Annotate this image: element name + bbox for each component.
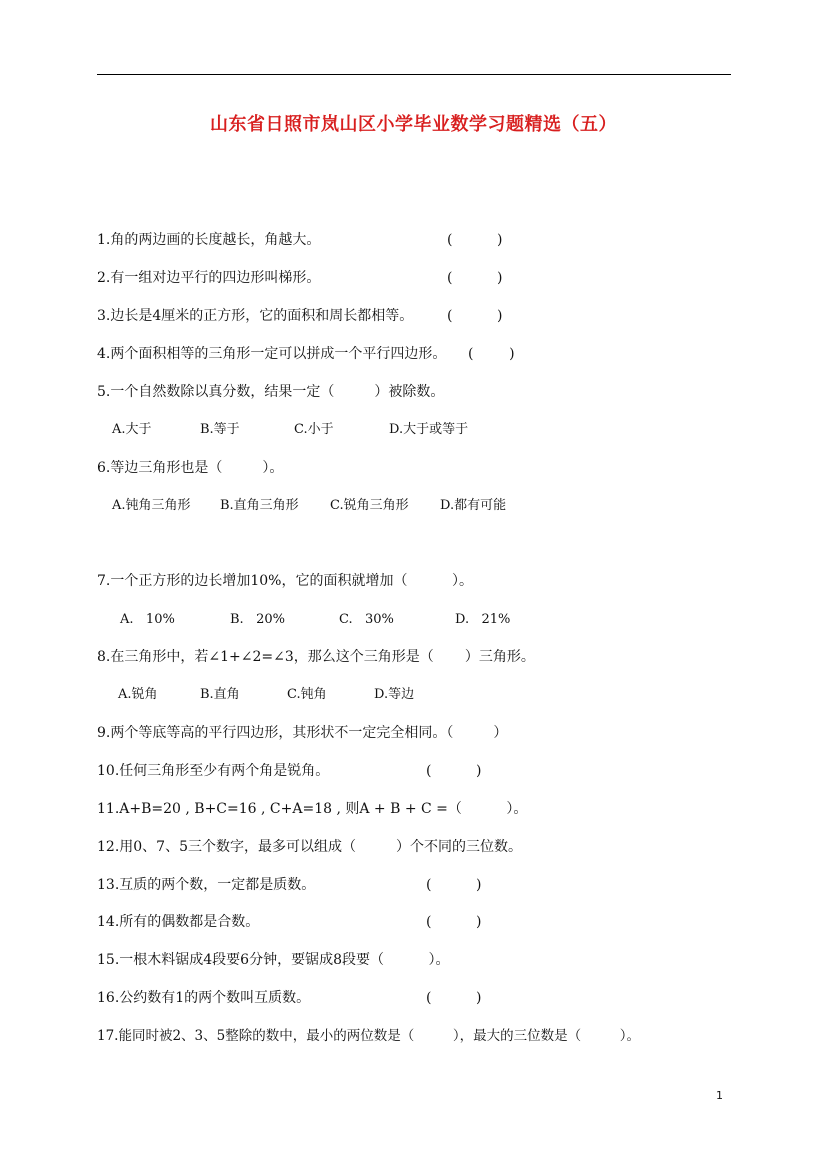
question-3: 3.边长是4厘米的正方形，它的面积和周长都相等。: [97, 308, 414, 324]
answer-paren: ( ): [447, 232, 503, 248]
question-2: 2.有一组对边平行的四边形叫梯形。: [97, 270, 321, 286]
question-14: 14.所有的偶数都是合数。: [97, 914, 260, 930]
option-c: C. 30%: [339, 612, 394, 627]
option-d: D.等边: [374, 687, 415, 702]
question-6: 6.等边三角形也是（ ）。: [97, 460, 284, 476]
question-16: 16.公约数有1的两个数叫互质数。: [97, 990, 311, 1006]
option-c: C.小于: [294, 422, 334, 437]
answer-paren: ( ): [447, 308, 503, 324]
option-a: A.钝角三角形: [112, 498, 191, 513]
answer-paren: ( ): [426, 914, 482, 930]
option-d: D.大于或等于: [389, 422, 469, 437]
option-b: B.直角三角形: [220, 498, 299, 513]
option-c: C.锐角三角形: [330, 498, 409, 513]
option-a: A.锐角: [118, 687, 158, 702]
question-4: 4.两个面积相等的三角形一定可以拼成一个平行四边形。: [97, 346, 447, 362]
option-b: B.直角: [200, 687, 240, 702]
question-13: 13.互质的两个数，一定都是质数。: [97, 877, 316, 893]
question-8: 8.在三角形中，若∠1+∠2=∠3，那么这个三角形是（ ）三角形。: [97, 649, 535, 665]
answer-paren: ( ): [447, 270, 503, 286]
option-b: B. 20%: [230, 612, 285, 627]
question-7: 7.一个正方形的边长增加10%，它的面积就增加（ ）。: [97, 573, 473, 589]
question-15: 15.一根木料锯成4段要6分钟，要锯成8段要（ ）。: [97, 952, 450, 968]
question-10: 10.任何三角形至少有两个角是锐角。: [97, 763, 330, 779]
option-d: D.都有可能: [440, 498, 507, 513]
option-b: B.等于: [200, 422, 240, 437]
question-12: 12.用0、7、5三个数字，最多可以组成（ ）个不同的三位数。: [97, 839, 523, 855]
question-11: 11.A+B=20 , B+C=16 , C+A=18 , 则A + B + C =（ ）。: [97, 801, 528, 817]
option-a: A.大于: [112, 422, 152, 437]
option-a: A. 10%: [120, 612, 175, 627]
page-title: 山东省日照市岚山区小学毕业数学习题精选（五）: [210, 114, 617, 135]
option-c: C.钝角: [287, 687, 327, 702]
page-number: 1: [716, 1089, 723, 1102]
answer-paren: ( ): [468, 346, 515, 362]
option-d: D. 21%: [455, 612, 511, 627]
question-1: 1.角的两边画的长度越长，角越大。: [97, 232, 321, 248]
question-5: 5.一个自然数除以真分数，结果一定（ ）被除数。: [97, 384, 445, 400]
question-17: 17.能同时被2、3、5整除的数中，最小的两位数是（ ），最大的三位数是（ ）。: [97, 1028, 640, 1044]
answer-paren: ( ): [426, 990, 482, 1006]
question-9: 9.两个等底等高的平行四边形，其形状不一定完全相同。（ ）: [97, 725, 508, 741]
answer-paren: ( ): [426, 763, 482, 779]
header-rule: [97, 74, 731, 75]
answer-paren: ( ): [426, 877, 482, 893]
